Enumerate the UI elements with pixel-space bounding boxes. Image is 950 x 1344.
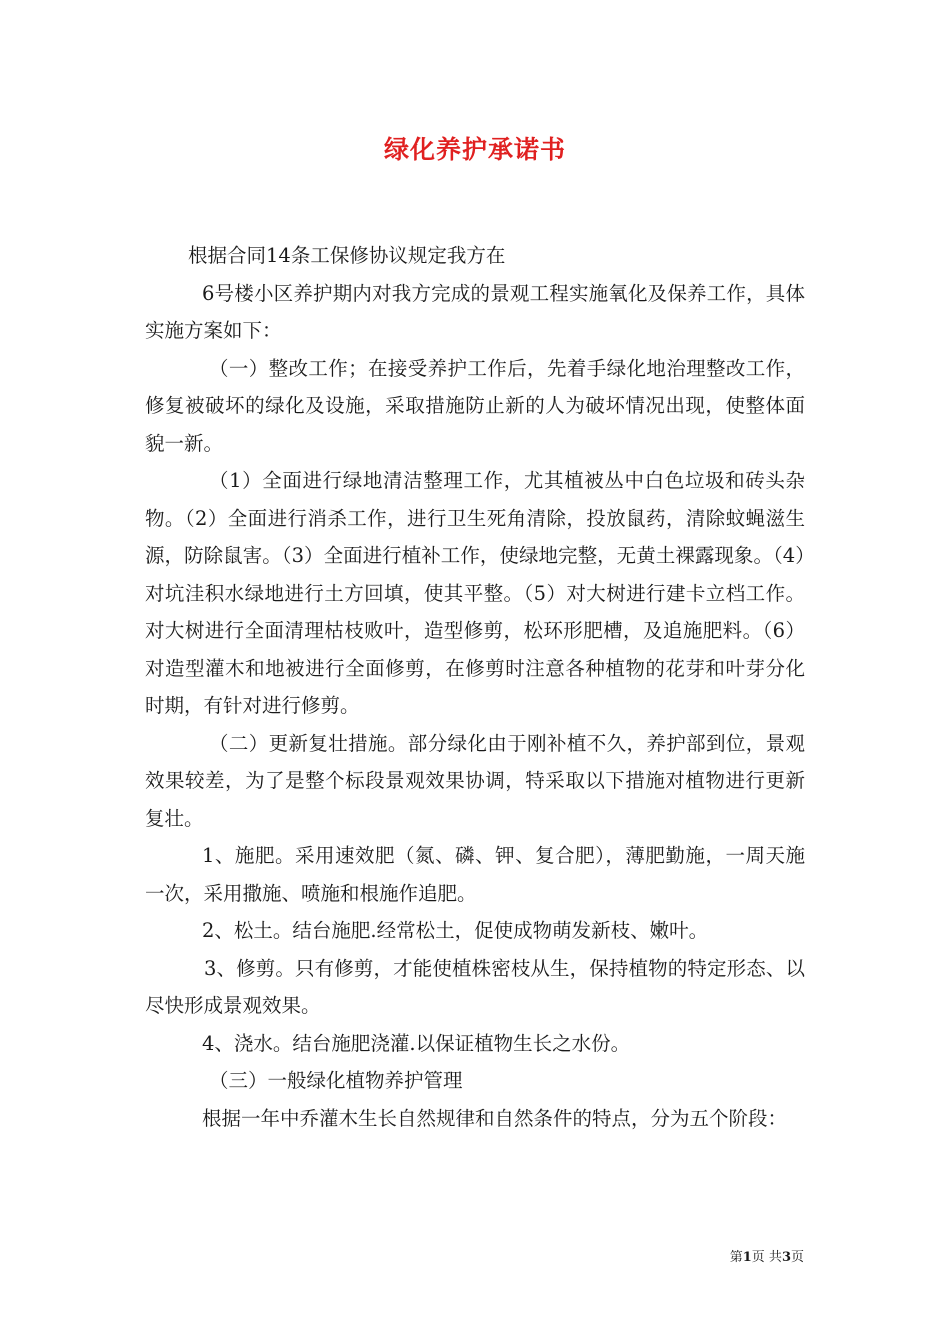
paragraph-item-loosen-soil: 2、松土。结台施肥.经常松土，促使成物萌发新枝、嫩叶。 (202, 919, 709, 942)
paragraph-section-1-items: （1）全面进行绿地清洁整理工作，尤其植被丛中白色垃圾和砖头杂物。（2）全面进行消杀工作，进行卫生死角清除，投放鼠药，清除蚊蝇滋生源，防除鼠害。（3）全面进行植补工作，使绿地完整，无黄土裸露现象。（4）对坑洼积水绿地进行土方回填，使其平整。（5）对大树进行建卡立档工作。对大树进行全面清理枯枝败叶，造型修剪，松环形肥槽，及追施肥料。（6）对造型灌木和地被进行全面修剪，在修剪时注意各种植物的花芽和叶芽分化时期，有针对进行修剪。 (145, 469, 805, 717)
paragraph-section-3: （三）一般绿化植物养护管理 (209, 1069, 463, 1092)
page-prefix: 第 (729, 1250, 743, 1265)
page-current: 1 (742, 1250, 752, 1265)
page-total: 3 (781, 1250, 791, 1265)
paragraph-stages: 根据一年中乔灌木生长自然规律和自然条件的特点，分为五个阶段： (202, 1106, 788, 1130)
paragraph-item-prune: 3、修剪。只有修剪，才能使植株密枝从生，保持植物的特定形态、以尽快形成景观效果。 (145, 956, 805, 1017)
document-title: 绿化养护承诺书 (383, 135, 566, 164)
paragraph-intro-2: 6号楼小区养护期内对我方完成的景观工程实施氧化及保养工作，具体实施方案如下： (145, 281, 805, 342)
paragraph-item-water: 4、浇水。结台施肥浇灌.以保证植物生长之水份。 (202, 1031, 631, 1055)
paragraph-section-1: （一）整改工作；在接受养护工作后，先着手绿化地治理整改工作，修复被破坏的绿化及设施，采取措施防止新的人为破坏情况出现，使整体面貌一新。 (145, 356, 805, 455)
page-number (730, 1246, 804, 1265)
paragraph-item-fertilize: 1、施肥。采用速效肥（氮、磷、钾、复合肥），薄肥勤施，一周天施一次，采用撒施、喷施和根施作追肥。 (145, 844, 805, 905)
page-suffix: 页 (790, 1250, 804, 1265)
page-middle: 页 共 (751, 1250, 782, 1265)
paragraph-section-2: （二）更新复壮措施。部分绿化由于刚补植不久，养护部到位，景观效果较差，为了是整个标段景观效果协调，特采取以下措施对植物进行更新复壮。 (145, 731, 805, 830)
document-body (145, 237, 805, 1137)
paragraph-intro-1: 根据合同14条工保修协议规定我方在 (188, 244, 506, 267)
